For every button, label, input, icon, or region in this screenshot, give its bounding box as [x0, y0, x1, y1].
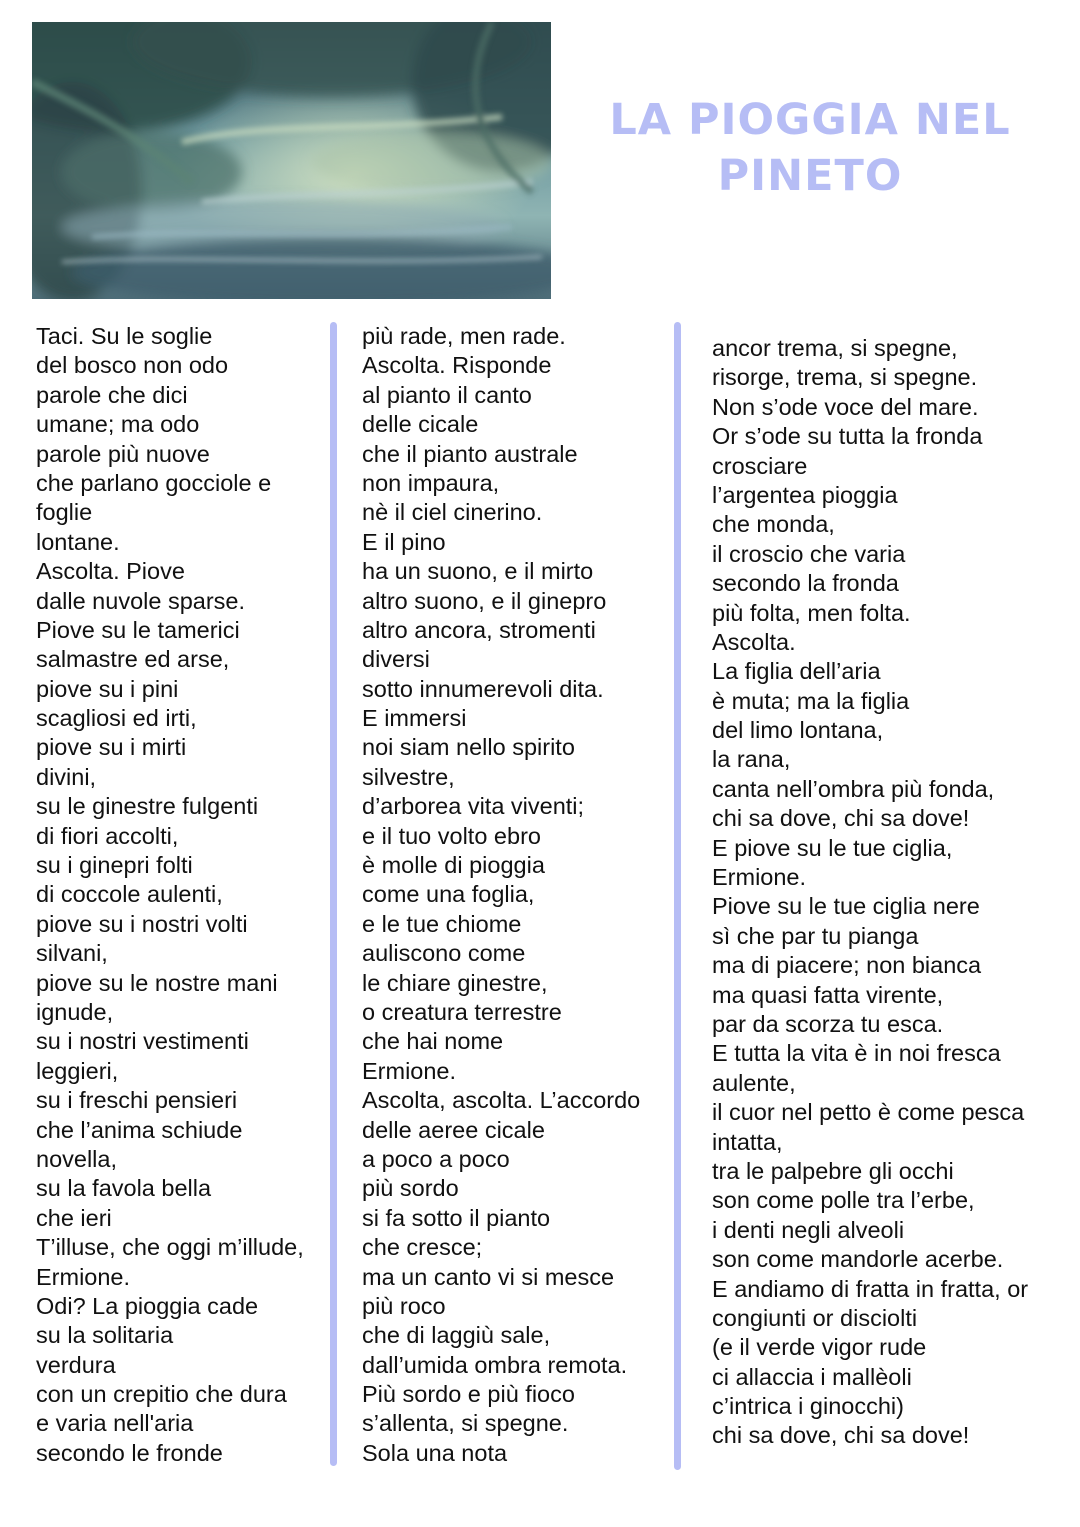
poem-line: chi sa dove, chi sa dove! [712, 1422, 970, 1449]
poem-line: l’argentea pioggia [712, 481, 898, 508]
poem-line: Ermione. [36, 1263, 131, 1290]
poem-line: su la favola bella [36, 1175, 212, 1202]
poem-line: il cuor nel petto è come pesca [712, 1099, 1025, 1126]
poem-line: del limo lontana, [712, 717, 884, 744]
poem-line: più sordo [362, 1175, 459, 1202]
poem-line: d’arborea vita viventi; [362, 793, 585, 820]
poem-line: non impaura, [362, 469, 500, 496]
poem-line: silvani, [36, 940, 108, 967]
poem-line: altro suono, e il ginepro [362, 587, 607, 614]
poem-line: ma un canto vi si mesce [362, 1263, 615, 1290]
poem-line: le chiare ginestre, [362, 969, 548, 996]
poem-line: nè il ciel cinerino. [362, 499, 543, 526]
poem-line: Non s’ode voce del mare. [712, 393, 979, 420]
poem-line: che cresce; [362, 1234, 483, 1261]
poem-line: foglie [36, 499, 93, 526]
poem-line: piove su le nostre mani [36, 969, 278, 996]
poem-line: su i nostri vestimenti [36, 1028, 249, 1055]
poem-line: secondo la fronda [712, 570, 899, 597]
poem-line: lontane. [36, 528, 120, 555]
poem-line: delle cicale [362, 411, 479, 438]
poem-line: è molle di pioggia [362, 852, 545, 879]
poem-line: dall’umida ombra remota. [362, 1351, 628, 1378]
poem-line: più rade, men rade. [362, 323, 566, 349]
poem-line: E tutta la vita è in noi fresca [712, 1040, 1001, 1067]
poem-line: su i freschi pensieri [36, 1087, 238, 1114]
poem-line: son come polle tra l’erbe, [712, 1187, 975, 1214]
poem-line: parole che dici [36, 381, 188, 408]
poem-line: Ascolta. Risponde [362, 352, 552, 379]
poem-line: Taci. Su le soglie [36, 323, 213, 349]
poem-line: sotto innumerevoli dita. [362, 675, 604, 702]
poem-line: silvestre, [362, 763, 455, 790]
poem-line: Or s’ode su tutta la fronda [712, 423, 983, 450]
poem-column-2 [362, 322, 640, 1468]
poem-line: e il tuo volto ebro [362, 822, 541, 849]
title-line-1: LA PIOGGIA NEL [609, 95, 1011, 145]
poem-line: i denti negli alveoli [712, 1216, 905, 1243]
poem-line: canta nell’ombra più fonda, [712, 775, 995, 802]
poem-line: che parlano gocciole e [36, 469, 272, 496]
poem-line: parole più nuove [36, 440, 210, 467]
poem-line: con un crepitio che dura [36, 1381, 287, 1408]
poem-line: congiunti or disciolti [712, 1304, 918, 1331]
poem-line: aulente, [712, 1069, 796, 1096]
poem-line: umane; ma odo [36, 411, 200, 438]
poem-line: altro ancora, stromenti [362, 616, 596, 643]
poem-line: Ermione. [362, 1057, 457, 1084]
poem-line: è muta; ma la figlia [712, 687, 910, 714]
poem-line: E immersi [362, 705, 467, 732]
poem-line: novella, [36, 1145, 117, 1172]
poem-line: di coccole aulenti, [36, 881, 223, 908]
poem-line: risorge, trema, si spegne. [712, 364, 978, 391]
poem-line: più roco [362, 1292, 446, 1319]
poem-line: salmastre ed arse, [36, 646, 230, 673]
poem-line: Sola una nota [362, 1439, 508, 1466]
poem-line: che monda, [712, 511, 835, 538]
poem-line: par da scorza tu esca. [712, 1010, 944, 1037]
poem-line: scagliosi ed irti, [36, 705, 197, 732]
poem-line: leggieri, [36, 1057, 119, 1084]
poem-line: del bosco non odo [36, 352, 229, 379]
poem-line: ancor trema, si spegne, [712, 335, 958, 361]
poem-line: più folta, men folta. [712, 599, 911, 626]
poem-line: verdura [36, 1351, 116, 1378]
poem-line: di fiori accolti, [36, 822, 179, 849]
poem-line: T’illuse, che oggi m’illude, [36, 1234, 304, 1261]
poem-line: che di laggiù sale, [362, 1322, 551, 1349]
poem-line: ci allaccia i mallèoli [712, 1363, 912, 1390]
poem-line: che ieri [36, 1204, 112, 1231]
poem-line: si fa sotto il pianto [362, 1204, 551, 1231]
poem-line: noi siam nello spirito [362, 734, 575, 761]
poem-line: e le tue chiome [362, 910, 522, 937]
poem-line: (e il verde vigor rude [712, 1334, 927, 1361]
poem-line: son come mandorle acerbe. [712, 1246, 1004, 1273]
poem-line: ignude, [36, 998, 114, 1025]
poem-line: su i ginepri folti [36, 852, 193, 879]
poem-line: che hai nome [362, 1028, 504, 1055]
poem-line: delle aeree cicale [362, 1116, 545, 1143]
poem-line: Piove su le tue ciglia nere [712, 893, 980, 920]
poem-line: c’intrica i ginocchi) [712, 1393, 904, 1420]
poem-line: tra le palpebre gli occhi [712, 1157, 954, 1184]
poem-line: che il pianto australe [362, 440, 578, 467]
poem-line: E piove su le tue ciglia, [712, 834, 953, 861]
title-line-2: PINETO [717, 151, 903, 201]
poem-line: E andiamo di fratta in fratta, or [712, 1275, 1029, 1302]
page-title [600, 92, 1020, 204]
poem-line: o creatura terrestre [362, 998, 562, 1025]
poem-line: auliscono come [362, 940, 526, 967]
poem-line: Ascolta, ascolta. L’accordo [362, 1087, 641, 1114]
impressionist-painting-image [32, 22, 551, 299]
poem-line: divini, [36, 763, 97, 790]
poem-line: come una foglia, [362, 881, 535, 908]
poem-line: e varia nell'aria [36, 1410, 194, 1437]
poem-line: ha un suono, e il mirto [362, 558, 594, 585]
poem-line: Piove su le tamerici [36, 616, 240, 643]
poem-line: Ascolta. Piove [36, 558, 185, 585]
poem-line: su le ginestre fulgenti [36, 793, 259, 820]
poem-line: piove su i nostri volti [36, 910, 248, 937]
poem-line: la rana, [712, 746, 791, 773]
poem-line: secondo le fronde [36, 1439, 223, 1466]
poem-line: piove su i pini [36, 675, 179, 702]
poem-line: che l’anima schiude [36, 1116, 243, 1143]
poem-line: ma di piacere; non bianca [712, 952, 982, 979]
poem-line: a poco a poco [362, 1145, 510, 1172]
poem-line: Più sordo e più fioco [362, 1381, 575, 1408]
poem-line: crosciare [712, 452, 808, 479]
poem-line: Odi? La pioggia cade [36, 1292, 259, 1319]
poem-line: La figlia dell’aria [712, 658, 881, 685]
poem-line: il croscio che varia [712, 540, 906, 567]
poem-line: su la solitaria [36, 1322, 174, 1349]
poem-line: intatta, [712, 1128, 783, 1155]
column-divider-right [674, 322, 681, 1470]
poem-line: sì che par tu pianga [712, 922, 919, 949]
poem-line: Ermione. [712, 864, 807, 891]
poem-column-1 [36, 322, 304, 1468]
column-divider-left [330, 322, 337, 1466]
poem-line: s’allenta, si spegne. [362, 1410, 569, 1437]
poem-line: diversi [362, 646, 430, 673]
poem-line: piove su i mirti [36, 734, 187, 761]
poem-line: ma quasi fatta virente, [712, 981, 944, 1008]
poem-line: al pianto il canto [362, 381, 532, 408]
poem-line: chi sa dove, chi sa dove! [712, 805, 970, 832]
poem-column-3 [712, 334, 1028, 1451]
poem-line: dalle nuvole sparse. [36, 587, 246, 614]
poem-line: Ascolta. [712, 628, 796, 655]
poem-line: E il pino [362, 528, 446, 555]
